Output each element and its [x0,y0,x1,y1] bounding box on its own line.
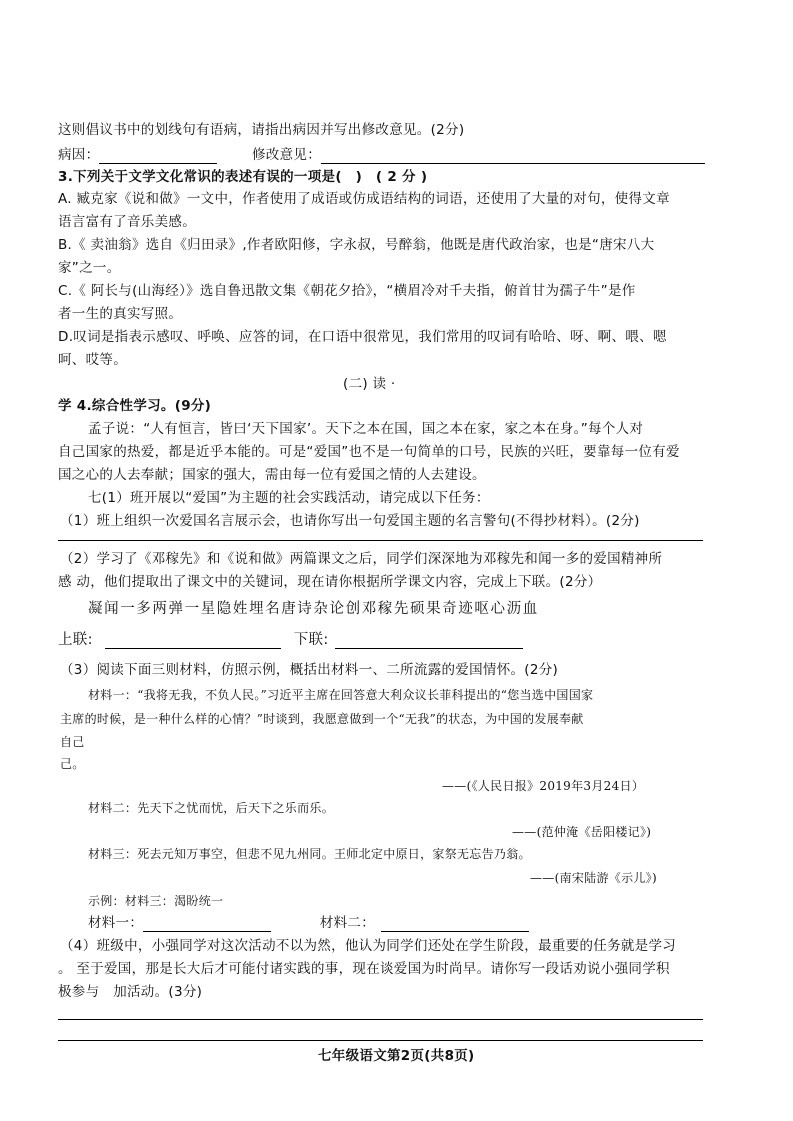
q4-title: 学 4.综合性学习。(9分) [58,398,212,414]
lower-couplet-label: 下联: [293,632,329,648]
q4-sub2-line1: （2）学习了《邓稼先》和《说和做》两篇课文之后，同学们深深地为邓稼先和闻一多的爱国精神所 [60,551,663,567]
upper-couplet-label: 上联: [58,632,93,648]
q3-option-c-line2: 者一生的真实写照。 [58,306,183,322]
q4-passage-line3: 国之心的人去奉献；国家的强大，需由每一位有爱国之情的人去建设。 [58,467,486,483]
q4-sub4-line2: 。 至于爱国，那是长大后才可能付诸实践的事，现在谈爱国为时尚早。请你写一段话劝说小强同学积 [58,961,670,977]
q4-sub1: （1）班上组织一次爱国名言展示会，也请你写出一句爱国主题的名言警句(不得抄材料）。(2分) [60,513,640,529]
q4-passage-line1: 孟子说：“人有恒言，皆曰‘天下国家’。天下之本在国，国之本在家，家之本在身。”每个人对 [88,421,644,437]
material2-blank[interactable] [381,917,529,932]
material1-label: 材料一： [88,915,144,931]
material3-text: 材料三：死去元知万事空，但悲不见九州同。王师北定中原日，家祭无忘告乃翁。 [88,847,531,861]
revise-blank[interactable] [321,149,705,164]
q4-sub2-line2: 感 动，他们提取出了课文中的关键词，现在请你根据所学课文内容，完成上下联。(2分） [58,574,602,590]
q4-sub3: （3）阅读下面三则材料，仿照示例，概括出材料一、二所流露的爱国情怀。(2分) [60,662,559,678]
material1-line4: 己。 [60,757,85,771]
sub1-answer-line[interactable] [58,540,703,541]
q4-sub4-line1: （4）班级中，小强同学对这次活动不以为然，他认为同学们还处在学生阶段，最重要的任务就是学习 [60,938,677,954]
q3-stem: 3.下列关于文学文化常识的表述有误的一项是( ) ( 2 分 ) [58,169,428,185]
material2-text: 材料二：先天下之忧而忧，后天下之乐而乐。 [88,801,335,815]
material1-line1: 材料一：“我将无我，不负人民。”习近平主席在回答意大利众议长菲科提出的“您当选中国国家 [88,688,594,702]
material2-source: ——(范仲淹《岳阳楼记》) [512,825,652,839]
fault-blank[interactable] [99,149,217,164]
revise-label: 修改意见： [252,147,321,163]
couplet-row [58,631,523,649]
sub4-answer-line[interactable] [58,1019,703,1020]
lower-couplet-blank[interactable] [335,634,523,649]
page-footer: 七年级语文第2页(共8页) [318,1048,475,1064]
material1-source: ——(《人民日报》2019年3月24日） [442,779,645,793]
upper-couplet-blank[interactable] [105,634,281,649]
material1-line2: 主席的时候，是一种什么样的心情？”时谈到，我愿意做到一个“无我”的状态，为中国的发展奉献 [60,712,584,726]
footer-divider [58,1040,703,1041]
q3-option-d-line2: 呵、哎等。 [58,352,127,368]
keyword-list: 凝闻一多两弹一星隐姓埋名唐诗杂论创邓稼先硕果奇迹呕心沥血 [88,601,539,617]
q4-activity-intro: 七(1）班开展以“爱国”为主题的社会实践活动，请完成以下任务： [88,490,490,506]
q3-option-a-line1: A. 臧克家《说和做》一文中，作者使用了成语或仿成语结构的词语，还使用了大量的对句，使得文章 [58,191,670,207]
q4-passage-line2: 自己国家的热爱，都是近乎本能的。可是“爱国”也不是一句简单的口号，民族的兴旺，要靠每一位有爱 [58,444,680,460]
q3-option-b-line1: B.《 卖油翁》选自《归田录》,作者欧阳修，字永叔，号醉翁，他既是唐代政治家，也是“唐宋八大 [58,237,655,253]
materials-answer-row [88,914,529,932]
q3-option-a-line2: 语言富有了音乐美感。 [58,214,196,230]
q3-option-d-line1: D.叹词是指表示感叹、呼唤、应答的词，在口语中很常见，我们常用的叹词有哈哈、呀、啊、喂、嗯 [58,329,667,345]
section-title: (二) 读 · [343,376,396,392]
material1-line3: 自己 [60,735,85,749]
q2-answer-row [58,146,705,164]
material3-source: ——(南宋陆游《示儿》) [530,871,657,885]
material2-label: 材料二： [319,915,375,931]
q3-option-b-line2: 家”之一。 [58,260,121,276]
material1-blank[interactable] [143,917,271,932]
q2-instruction: 这则倡议书中的划线句有语病，请指出病因并写出修改意见。(2分) [58,122,465,138]
q4-sub4-line3: 极参与 加活动。(3分) [58,984,203,1000]
fault-label: 病因： [58,147,100,163]
example-line: 示例：材料三：渴盼统一 [88,894,224,908]
q3-option-c-line1: C.《 阿长与(山海经）》选自鲁迅散文集《朝花夕拾》，“横眉冷对千夫指，俯首甘为孺子牛”是作 [58,283,636,299]
